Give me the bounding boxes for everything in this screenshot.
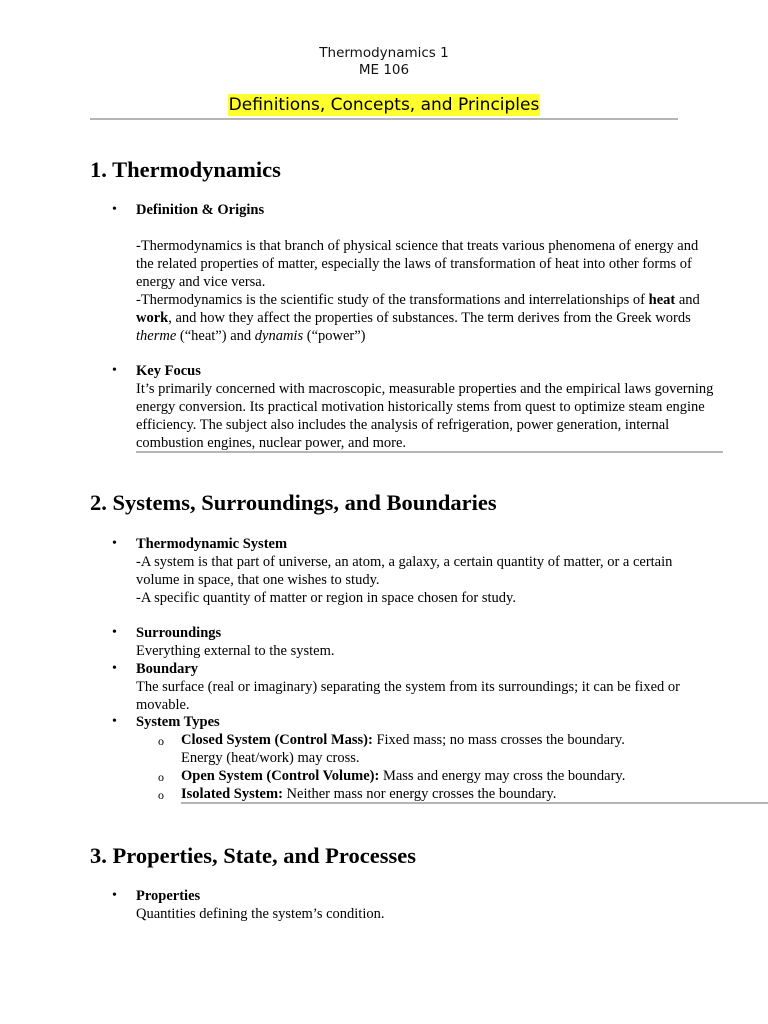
text-run: (“power”) — [303, 328, 366, 344]
boundary-text: The surface (real or imaginary) separating the system from its surroundings; it can be fixed or movable. — [136, 679, 680, 713]
definition-paragraph-2 — [136, 291, 716, 345]
text-run: and — [675, 292, 700, 308]
closed-system-label: Closed System (Control Mass): — [181, 732, 373, 748]
boundary-title: Boundary — [136, 661, 199, 677]
section1-divider — [136, 451, 723, 453]
section-heading-thermodynamics: 1. Thermodynamics — [90, 157, 281, 182]
section2-divider — [181, 802, 768, 804]
text-run: (“heat”) and — [176, 328, 255, 344]
system-definition-1: -A system is that part of universe, an atom, a galaxy, a certain quantity of matter, or a certain volume in space, that one wishes to study. — [136, 554, 673, 588]
bullet-icon: • — [112, 536, 117, 551]
system-types-title: System Types — [136, 714, 220, 730]
system-definition-2: -A specific quantity of matter or region in space chosen for study. — [136, 590, 516, 606]
definition-paragraph-1: -Thermodynamics is that branch of physical science that treats various phenomena of energy and the related properties of matter, especially the laws of transformation of heat into other forms of energy and vice versa. — [136, 238, 699, 290]
term-dynamis: dynamis — [254, 328, 304, 344]
properties-title: Properties — [136, 888, 201, 904]
open-system-label: Open System (Control Volume): — [181, 768, 380, 784]
key-focus-text: It’s primarily concerned with macroscopic, measurable properties and the empirical laws governing energy conversion. Its practical motivation historically stems from quest to optimize steam engine efficiency. The subject also includes the analysis of refrigeration, power generation, internal combustion engines, nuclear power, and more. — [136, 381, 714, 451]
open-system-text: Mass and energy may cross the boundary. — [379, 768, 626, 784]
surroundings-title: Surroundings — [136, 625, 222, 641]
system-title: Thermodynamic System — [136, 536, 288, 552]
isolated-system-label: Isolated System: — [181, 786, 283, 802]
term-therme: therme — [136, 328, 177, 344]
open-system-item — [181, 767, 681, 785]
sub-bullet-icon: o — [158, 770, 164, 784]
term-heat: heat — [648, 292, 676, 308]
term-work: work — [136, 310, 169, 326]
isolated-system-item — [181, 785, 681, 803]
bullet-icon: • — [112, 661, 117, 676]
banner-wrap — [0, 94, 768, 116]
course-title: Thermodynamics 1 — [319, 45, 449, 61]
bullet-icon: • — [112, 714, 117, 729]
surroundings-text: Everything external to the system. — [136, 643, 335, 659]
definition-title: Definition & Origins — [136, 202, 265, 218]
bullet-icon: • — [112, 888, 117, 903]
closed-system-item — [181, 731, 661, 767]
course-code: ME 106 — [358, 62, 410, 78]
section-heading-systems: 2. Systems, Surroundings, and Boundaries — [90, 490, 497, 515]
highlighted-banner: Definitions, Concepts, and Principles — [228, 95, 540, 115]
closed-system-text: Fixed mass; no mass crosses the boundary. Energy (heat/work) may cross. — [181, 732, 625, 766]
properties-text: Quantities defining the system’s condition. — [136, 906, 385, 922]
bullet-icon: • — [112, 363, 117, 378]
header-divider — [90, 118, 678, 120]
sub-bullet-icon: o — [158, 734, 164, 748]
text-run: , and how they affect the properties of substances. The term derives from the Greek words — [168, 310, 691, 326]
text-run: -Thermodynamics is the scientific study of the transformations and interrelationships of — [136, 292, 649, 308]
key-focus-title: Key Focus — [136, 363, 201, 379]
bullet-icon: • — [112, 625, 117, 640]
isolated-system-text: Neither mass nor energy crosses the boundary. — [282, 786, 557, 802]
section-heading-properties: 3. Properties, State, and Processes — [90, 843, 416, 868]
bullet-icon: • — [112, 202, 117, 217]
sub-bullet-icon: o — [158, 788, 164, 802]
